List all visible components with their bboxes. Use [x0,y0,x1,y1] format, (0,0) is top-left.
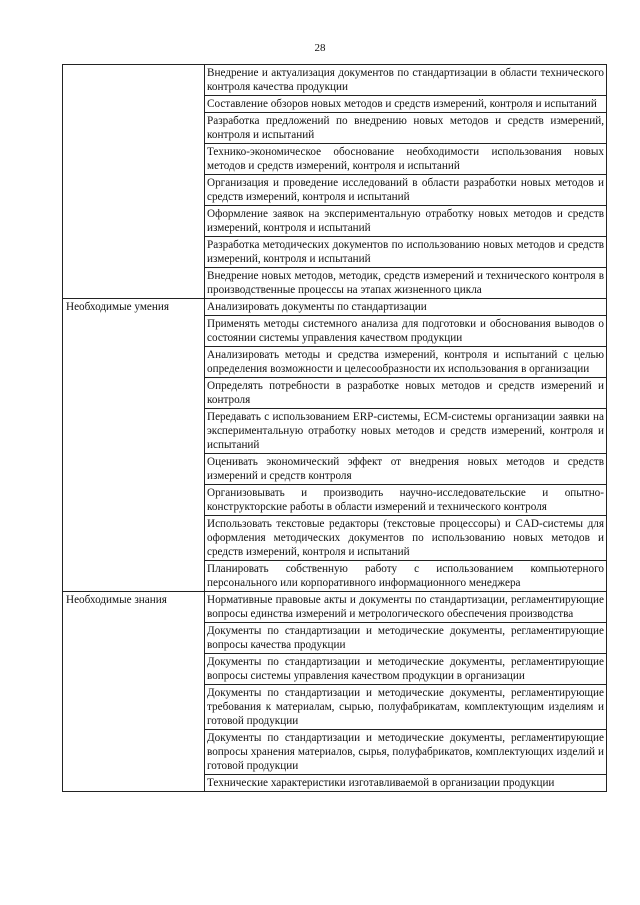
section-item: Нормативные правовые акты и документы по стандартизации, регламентирующие вопросы единства измерений и метрологического обеспечения производства [205,592,607,623]
section-item: Оценивать экономический эффект от внедрения новых методов и средств измерений и средств контроля [205,454,607,485]
section-item: Организовывать и производить научно-исследовательские и опытно-конструкторские работы в области измерений и технического контроля [205,485,607,516]
section-label: Необходимые умения [63,299,205,592]
section-item: Оформление заявок на экспериментальную отработку новых методов и средств измерений, контроля и испытаний [205,206,607,237]
section-item: Анализировать документы по стандартизации [205,299,607,316]
section-item: Применять методы системного анализа для подготовки и обоснования выводов о состоянии системы управления качеством продукции [205,316,607,347]
section-item: Разработка предложений по внедрению новых методов и средств измерений, контроля и испытаний [205,113,607,144]
requirements-table [62,64,607,792]
section-item: Внедрение новых методов, методик, средств измерений и технического контроля в производственные процессы на этапах жизненного цикла [205,268,607,299]
table-row [63,299,607,316]
page-number: 28 [314,42,326,54]
section-item: Разработка методических документов по использованию новых методов и средств измерений, контроля и испытаний [205,237,607,268]
section-item: Документы по стандартизации и методические документы, регламентирующие вопросы системы управления качеством продукции в организации [205,654,607,685]
table-row [63,65,607,96]
section-label: Необходимые знания [63,592,205,792]
table-body [63,65,607,792]
section-item: Составление обзоров новых методов и средств измерений, контроля и испытаний [205,96,607,113]
section-item: Передавать с использованием ERP-системы, ECM-системы организации заявки на экспериментальную отработку новых методов и средств измерений, контроля и испытаний [205,409,607,454]
section-item: Документы по стандартизации и методические документы, регламентирующие вопросы хранения материалов, сырья, полуфабрикатов, комплектующих изделий и готовой продукции [205,730,607,775]
section-item: Использовать текстовые редакторы (текстовые процессоры) и CAD-системы для оформления методических документов по использованию новых методов и средств измерений, контроля и испытаний [205,516,607,561]
section-item: Документы по стандартизации и методические документы, регламентирующие требования к материалам, сырью, полуфабрикатам, комплектующим изделиям и готовой продукции [205,685,607,730]
section-item: Организация и проведение исследований в области разработки новых методов и средств измерений, контроля и испытаний [205,175,607,206]
section-item: Технико-экономическое обоснование необходимости использования новых методов и средств измерений, контроля и испытаний [205,144,607,175]
section-label [63,65,205,299]
section-item: Анализировать методы и средства измерений, контроля и испытаний с целью определения возможности и целесообразности их использования в организации [205,347,607,378]
section-item: Внедрение и актуализация документов по стандартизации в области технического контроля качества продукции [205,65,607,96]
section-item: Определять потребности в разработке новых методов и средств измерений и контроля [205,378,607,409]
section-item: Технические характеристики изготавливаемой в организации продукции [205,775,607,792]
section-item: Документы по стандартизации и методические документы, регламентирующие вопросы качества продукции [205,623,607,654]
section-item: Планировать собственную работу с использованием компьютерного персонального или корпоративного информационного менеджера [205,561,607,592]
table-row [63,592,607,623]
